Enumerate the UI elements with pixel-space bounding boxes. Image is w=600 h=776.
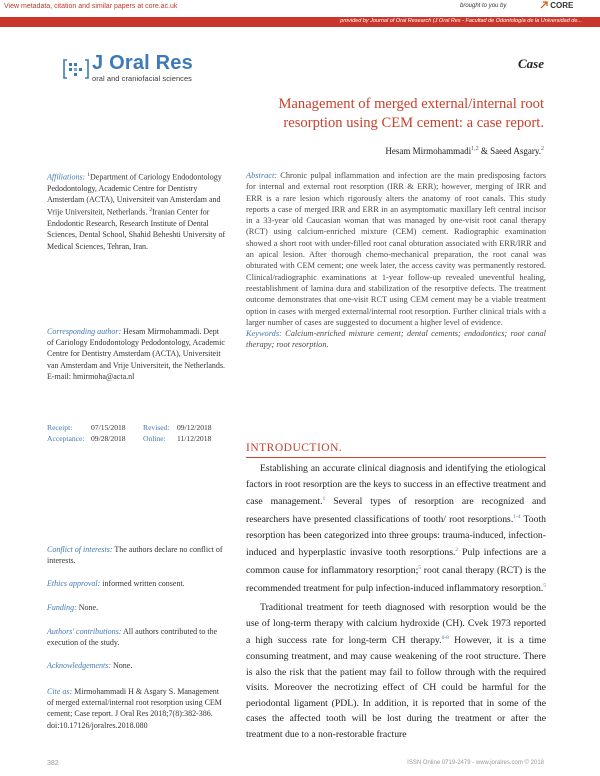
author-separator: & [478, 146, 491, 156]
brought-by-text: brought to you by [460, 3, 507, 9]
funding-label: Funding: [47, 603, 77, 612]
ref[interactable]: 1 [322, 496, 326, 503]
ethics-text: informed written consent. [102, 579, 185, 588]
acknowledgements [47, 660, 227, 671]
abstract-text: Chronic pulpal inflammation and infection are the main predisposing factors for internal and external root resorption (IRR & ERR); however, merging of IRR and ERR is a rare lesion which rigorously alters the anatomy of root canals. This study reports a case of merged IRR and ERR in an asymptomatic maxillary left central incisor in a 33-year old Caucasian woman that was managed by one-visit root canal therapy (RCT) using calcium-enriched mixture (CEM) cement. Radiographic examination showed a short root with under-filled root canal obturation associated with ERR/IRR and an apical lesion. After thorough chemo-mechanical preparation, the root canal was obturated with CEM cement; one week later, the access cavity was permanently restored. Clinical/radiographic examinations at 1-year follow-up revealed uneventful healing, reestablishment of lamina dura and stabilization of the resorptive defects. The treatment outcome demonstrates that one-visit RCT using CEM cement may be a viable treatment option in cases with merged external/internal root resorption. Further clinical trials with a larger number of cases are suggested to document a higher level of evidence. [246, 171, 546, 327]
paragraph [246, 600, 546, 743]
corresponding-author [47, 326, 227, 382]
introduction-body [246, 461, 546, 743]
ref[interactable]: 2 [455, 547, 459, 554]
affiliation-1-sup: 1 [87, 172, 90, 178]
cite-label: Cite as: [47, 687, 73, 696]
ack-text: None. [112, 661, 133, 670]
journal-name: J Oral Res [92, 52, 193, 74]
article-authors [385, 146, 544, 156]
keywords [246, 328, 546, 351]
ethics-approval [47, 578, 227, 589]
p1-part-a: Establishing an accurate clinical diagnosis and identifying the etiological factors in root resorption are the keys to success in an effective treatment and case management. [246, 463, 546, 508]
online-date: 11/12/2018 [177, 434, 212, 444]
p1-part-d: Pulp infections are a common cause for inflammatory resorption; [246, 547, 547, 577]
revised-label: Revised: [143, 423, 170, 432]
core-arrow-icon [540, 1, 548, 9]
acceptance-date: 09/28/2018 [91, 434, 126, 444]
affiliation-2-sup: 2 [149, 207, 153, 214]
ref[interactable]: 6-8 [441, 635, 449, 642]
conflict-text: The authors declare no conflict of interests. [47, 545, 223, 566]
p1-part-e: root canal therapy (RCT) is the recommended treatment for pulp infection-induced inflammatory resorption. [246, 565, 546, 595]
cite-text: Mirmohammadi H & Asgary S. Management of merged external/internal root resorption using CEM cement; Case report. J Oral Res 2018;7(8):382-386. [47, 687, 222, 719]
conflict-label: Conflict of interests: [47, 545, 113, 554]
corresponding-label: Corresponding author: [47, 327, 122, 336]
footer-issn: ISSN Online 0719-2479 - www.joralres.com © 2018 [407, 760, 544, 766]
article-type: Case [518, 56, 544, 71]
acceptance-label: Acceptance: [47, 434, 85, 444]
affiliations [47, 170, 227, 252]
ref[interactable]: 1-4 [513, 514, 521, 521]
receipt-label: Receipt: [47, 423, 73, 432]
abstract-label: Abstract: [246, 171, 278, 180]
article-dates [47, 422, 227, 445]
core-logo[interactable] [540, 1, 573, 10]
introduction-rule [246, 457, 546, 458]
corresponding-text: Hesam Mirmohammadi. Dept of Cariology Endodontology Pedodontology, Academic Centre for Dentistry Amsterdam (ACTA), Universiteit van Amsterdam and Vrije Universiteit, the Netherlands. E-mail: hmirmoha@acta.nl [47, 327, 225, 381]
conflict-of-interests [47, 544, 227, 566]
online-label: Online: [143, 434, 166, 444]
introduction-heading: INTRODUCTION. [246, 442, 343, 454]
contributions-label: Authors' contributions: [47, 627, 122, 636]
p1-part-c: Tooth resorption has been categorized into three groups: trauma-induced, infection-induced and hyperplastic invasive tooth resorptions. [246, 514, 546, 559]
author-1: Hesam Mirmohammadi [385, 146, 472, 156]
ack-label: Acknowledgements: [47, 661, 111, 670]
cite-as [47, 686, 227, 731]
author-2-affil: 2 [541, 146, 544, 152]
p2-part-a: Traditional treatment for teeth diagnosed with resorption would be the use of long-term therapy with calcium hydroxide (CH). Cvek 1973 reported a high success rate for long-term CH therapy. [246, 601, 546, 647]
authors-contributions [47, 626, 227, 648]
affiliations-label: Affiliations: [47, 172, 86, 182]
receipt-date: 07/15/2018 [91, 423, 126, 432]
affiliation-1: Department of Cariology Endodontology Pedodontology, Academic Centre for Dentistry Amsterdam (ACTA), Universiteit van Amsterdam and Vrije Universiteit, Netherlands. [47, 172, 222, 217]
core-metadata-link[interactable]: View metadata, citation and similar papers at core.ac.uk [4, 3, 178, 10]
page-number: 382 [47, 760, 59, 767]
abstract [246, 170, 546, 351]
author-1-affil: 1,2 [471, 146, 479, 152]
funding-text: None. [78, 603, 99, 612]
provided-by-text[interactable]: provided by Journal of Oral Research (J Oral Res - Facultad de Odontología de la Universidad de... [340, 18, 582, 24]
p2-part-b: However, it is a time consuming treatment, and may cause weakening of the root structure. There is also the risk that the patient may fail to follow through with the required visits. Moreover the necrotizing effect of CH could be harmful for the periodontal ligament (PDL). In addition, it is reported that in some of the cases the affected tooth will be lost during the treatment or after the treatment due to a non-restorable fracture [246, 635, 546, 740]
contributions-text: All authors contributed to the execution of the study. [47, 627, 218, 648]
ref[interactable]: 5 [543, 583, 547, 590]
ref[interactable]: 5 [418, 565, 422, 572]
article-title: Management of merged external/internal root resorption using CEM cement: a case report. [278, 96, 544, 131]
journal-subtitle: oral and craniofacial sciences [92, 74, 192, 83]
revised-date: 09/12/2018 [177, 423, 212, 432]
keywords-label: Keywords: [246, 329, 282, 339]
journal-logo-icon [63, 58, 89, 80]
doi-link[interactable]: doi:10.17126/joralres.2018.080 [47, 720, 148, 730]
p1-part-b: Several types of resorption are recognized and researchers have presented classifications of tooth/ root resorptions. [246, 496, 546, 526]
ethics-label: Ethics approval: [47, 579, 101, 588]
paragraph [246, 461, 546, 597]
author-2: Saeed Asgary. [490, 146, 541, 156]
keywords-text: Calcium-enriched mixture cement; dental cements; endodontics; root canal therapy; root resorption. [246, 329, 546, 350]
funding [47, 602, 227, 613]
affiliation-2: Iranian Center for Endodontic Research, Research Institute of Dental Sciences, Dental School, Shahid Beheshti University of Medical Sciences, Tehran, Iran. [47, 207, 226, 251]
core-logo-text: CORE [550, 1, 574, 10]
